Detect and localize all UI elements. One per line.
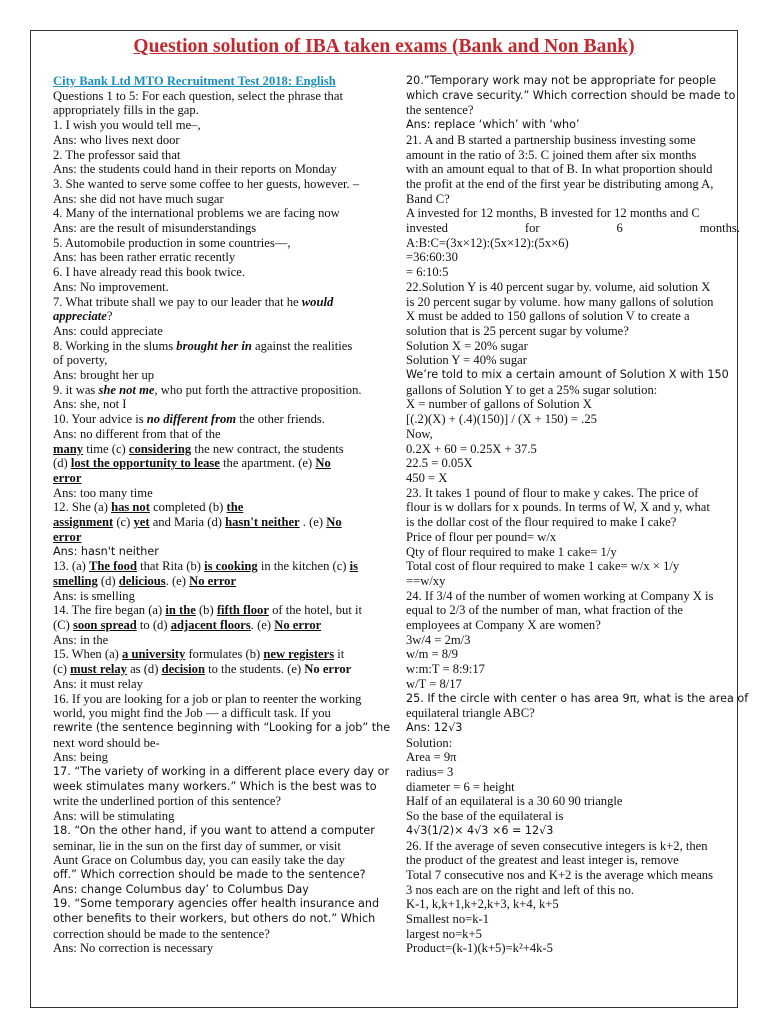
answer-17: Ans: will be stimulating [53, 809, 175, 824]
question-12-cont: assignment (c) yet and Maria (d) hasn't neither . (e) No [53, 515, 342, 530]
solution-25: So the base of the equilateral is [406, 809, 564, 824]
answer-2: Ans: the students could hand in their reports on Monday [53, 162, 337, 177]
question-11-cont: (d) lost the opportunity to lease the apartment. (e) No [53, 456, 331, 471]
question-11: many time (c) considering the new contract, the students [53, 441, 344, 456]
question-17-cont: write the underlined portion of this sentence? [53, 794, 282, 809]
question-16: 16. If you are looking for a job or plan to reenter the working [53, 691, 362, 706]
solution-25: Half of an equilateral is a 30 60 90 triangle [406, 794, 623, 809]
question-24-cont: equal to 2/3 of the number of man, what fraction of the [406, 603, 683, 618]
answer-7: Ans: could appreciate [53, 323, 163, 338]
question-19-cont: other benefits to their workers, but others do not.” Which [53, 912, 376, 926]
answer-13: Ans: is smelling [53, 588, 135, 603]
question-16-cont: rewrite (the sentence beginning with “Looking for a job” the [53, 720, 391, 734]
section-heading[interactable]: City Bank Ltd MTO Recruitment Test 2018: English [53, 74, 336, 88]
answer-6: Ans: No improvement. [53, 279, 169, 294]
question-9: 9. it was she not me, who put forth the attractive proposition. [53, 382, 362, 397]
intro-line: Questions 1 to 5: For each question, select the phrase that [53, 88, 343, 103]
solution-24: 3w/4 = 2m/3 [406, 632, 471, 647]
emphasis-text: would [301, 294, 334, 309]
question-22: 22.Solution Y is 40 percent sugar by. volume, aid solution X [406, 279, 711, 294]
solution-26: Product=(k-1)(k+5)=k²+4k-5 [406, 941, 553, 956]
emphasis-text: brought her in [176, 338, 252, 353]
question-16-cont: next word should be- [53, 735, 160, 750]
solution-25: diameter = 6 = height [406, 779, 515, 794]
question-20-cont: the sentence? [406, 103, 474, 118]
question-1: 1. I wish you would tell me–, [53, 118, 201, 133]
intro-line: appropriately fills in the gap. [53, 103, 199, 118]
question-12: 12. She (a) has not completed (b) the [53, 500, 244, 515]
question-24-cont: employees at Company X are women? [406, 618, 601, 633]
left-column [53, 74, 391, 956]
question-18: 18. “On the other hand, if you want to attend a computer [53, 823, 375, 837]
solution-21: =36:60:30 [406, 250, 458, 265]
question-21-cont: amount in the ratio of 3:5. C joined them after six months [406, 147, 697, 162]
answer-16: Ans: being [53, 750, 108, 765]
question-5: 5. Automobile production in some countries—, [53, 235, 291, 250]
question-18-cont: off.” Which correction should be made to the sentence? [53, 867, 366, 881]
solution-22: Solution X = 20% sugar [406, 338, 528, 353]
question-14: 14. The fire began (a) in the (b) fifth floor of the hotel, but it [53, 603, 362, 618]
answer-8: Ans: brought her up [53, 368, 155, 383]
emphasis-text: appreciate [53, 309, 107, 324]
question-4: 4. Many of the international problems we are facing now [53, 206, 340, 221]
question-18-cont: Aunt Grace on Columbus day, you can easily take the day [53, 853, 345, 868]
question-21-cont: the profit at the end of the first year be distributing among A, [406, 176, 714, 191]
question-22-cont: is 20 percent sugar by volume. how many gallons of solution [406, 294, 714, 309]
answer-12: Ans: hasn't neither [53, 544, 159, 558]
page-title: Question solution of IBA taken exams (Bank and Non Bank) [133, 36, 635, 57]
solution-25: radius= 3 [406, 765, 454, 780]
solution-22: Now, [406, 426, 433, 441]
question-3: 3. She wanted to serve some coffee to her guests, however. – [53, 176, 360, 191]
solution-26: Smallest no=k-1 [406, 912, 490, 927]
question-23: 23. It takes 1 pound of flour to make y cakes. The price of [406, 485, 699, 500]
solution-22: gallons of Solution Y to get a 25% sugar solution: [406, 382, 658, 397]
question-7-cont: appreciate? [53, 309, 113, 324]
solution-22: We’re told to mix a certain amount of Solution X with 150 [406, 368, 729, 382]
question-22-cont: X must be added to 150 gallons of solution V to create a [406, 309, 690, 324]
solution-21-justified: invested for 6 months. [406, 221, 740, 236]
right-column [406, 74, 749, 956]
solution-26: Total 7 consecutive nos and K+2 is the average which means [406, 867, 713, 882]
solution-22: X = number of gallons of Solution X [406, 397, 592, 412]
answer-18: Ans: change Columbus day’ to Columbus Day [53, 882, 309, 896]
solution-22: Solution Y = 40% sugar [406, 353, 527, 368]
answer-15: Ans: it must relay [53, 676, 143, 691]
question-17: 17. “The variety of working in a different place every day or [53, 765, 390, 779]
solution-25: Solution: [406, 735, 453, 750]
solution-23: Price of flour per pound= w/x [406, 529, 557, 544]
solution-26: largest no=k+5 [406, 926, 482, 941]
solution-24: w/m = 8/9 [406, 647, 458, 662]
question-20: 20.”Temporary work may not be appropriate for people [406, 74, 717, 87]
question-14-cont: (C) soon spread to (d) adjacent floors. (e) No error [53, 618, 322, 633]
solution-21: = 6:10:5 [406, 265, 449, 280]
solution-23: Total cost of flour required to make 1 cake= w/x × 1/y [406, 559, 680, 574]
question-21-cont: with an amount equal to that of B. In what proportion should [406, 162, 713, 177]
answer-1: Ans: who lives next door [53, 132, 180, 147]
emphasis-text: no different from [146, 412, 237, 427]
solution-26: 3 nos each are on the right and left of this no. [406, 882, 635, 897]
answer-14: Ans: in the [53, 632, 109, 647]
solution-23: Qty of flour required to make 1 cake= 1/y [406, 544, 617, 559]
question-13: 13. (a) The food that Rita (b) is cooking in the kitchen (c) is [53, 559, 359, 574]
question-8-cont: of poverty, [53, 353, 108, 368]
solution-25: 4√3(1/2)× 4√3 ×6 = 12√3 [406, 823, 554, 837]
question-13-cont: smelling (d) delicious. (e) No error [53, 573, 237, 588]
solution-22: 0.2X + 60 = 0.25X + 37.5 [406, 441, 537, 456]
answer-19: Ans: No correction is necessary [53, 941, 214, 956]
question-23-cont: is the dollar cost of the flour required to make I cake? [406, 515, 677, 530]
answer-4: Ans: are the result of misunderstandings [53, 221, 257, 236]
solution-22: 22.5 = 0.05X [406, 456, 473, 471]
solution-21: A invested for 12 months, B invested for 12 months and C [406, 206, 700, 221]
solution-26: K-1, k,k+1,k+2,k+3, k+4, k+5 [406, 897, 559, 912]
question-16-cont: world, you might find the Job — a difficult task. If you [53, 706, 331, 721]
solution-24: w/T = 8/17 [406, 676, 462, 691]
solution-24: w:m:T = 8:9:17 [406, 662, 485, 677]
question-18-cont: seminar, lie in the sun on the first day of summer, or visit [53, 838, 341, 853]
solution-25: Area = 9π [406, 750, 457, 765]
question-19: 19. “Some temporary agencies offer health insurance and [53, 897, 380, 911]
question-10: 10. Your advice is no different from the other friends. [53, 412, 325, 427]
solution-22: [(.2)(X) + (.4)(150)] / (X + 150) = .25 [406, 412, 597, 427]
solution-23: ==w/xy [406, 573, 446, 588]
emphasis-text: she not me [98, 382, 155, 397]
question-24: 24. If 3/4 of the number of women working at Company X is [406, 588, 714, 603]
answer-10: Ans: no different from that of the [53, 426, 221, 441]
question-15: 15. When (a) a university formulates (b) new registers it [53, 647, 345, 662]
solution-22: 450 = X [406, 470, 448, 485]
question-19-cont: correction should be made to the sentence? [53, 926, 270, 941]
question-26: 26. If the average of seven consecutive integers is k+2, then [406, 838, 708, 853]
solution-21: A:B:C=(3x×12):(5x×12):(5x×6) [406, 235, 569, 250]
question-15-cont: (c) must relay as (d) decision to the students. (e) No error [53, 662, 352, 677]
answer-3: Ans: she did not have much sugar [53, 191, 224, 206]
question-20-cont: which crave security.” Which correction should be made to [406, 88, 736, 102]
question-25-cont: equilateral triangle ABC? [406, 706, 535, 721]
question-17-cont: week stimulates many workers.” Which is the best was to [53, 779, 377, 793]
question-12-cont: error [53, 529, 82, 544]
answer-25: Ans: 12√3 [406, 720, 463, 734]
question-2: 2. The professor said that [53, 147, 181, 162]
question-6: 6. I have already read this book twice. [53, 265, 245, 280]
answer-20: Ans: replace ‘which’ with ‘who’ [406, 118, 580, 132]
question-26-cont: the product of the greatest and least integer is, remove [406, 853, 679, 868]
question-8: 8. Working in the slums brought her in against the realities [53, 338, 353, 353]
question-23-cont: flour is w dollars for x pounds. In terms of W, X and y, what [406, 500, 710, 515]
question-22-cont: solution that is 25 percent sugar by volume? [406, 323, 629, 338]
answer-11: Ans: too many time [53, 485, 153, 500]
question-7: 7. What tribute shall we pay to our leader that he would [53, 294, 334, 309]
answer-9: Ans: she, not I [53, 397, 127, 412]
question-21-cont: Band C? [406, 191, 450, 206]
question-21: 21. A and B started a partnership business investing some [406, 132, 696, 147]
answer-5: Ans: has been rather erratic recently [53, 250, 236, 265]
question-11-cont: error [53, 470, 82, 485]
question-25: 25. If the circle with center o has area 9π, what is the area of [406, 691, 749, 705]
